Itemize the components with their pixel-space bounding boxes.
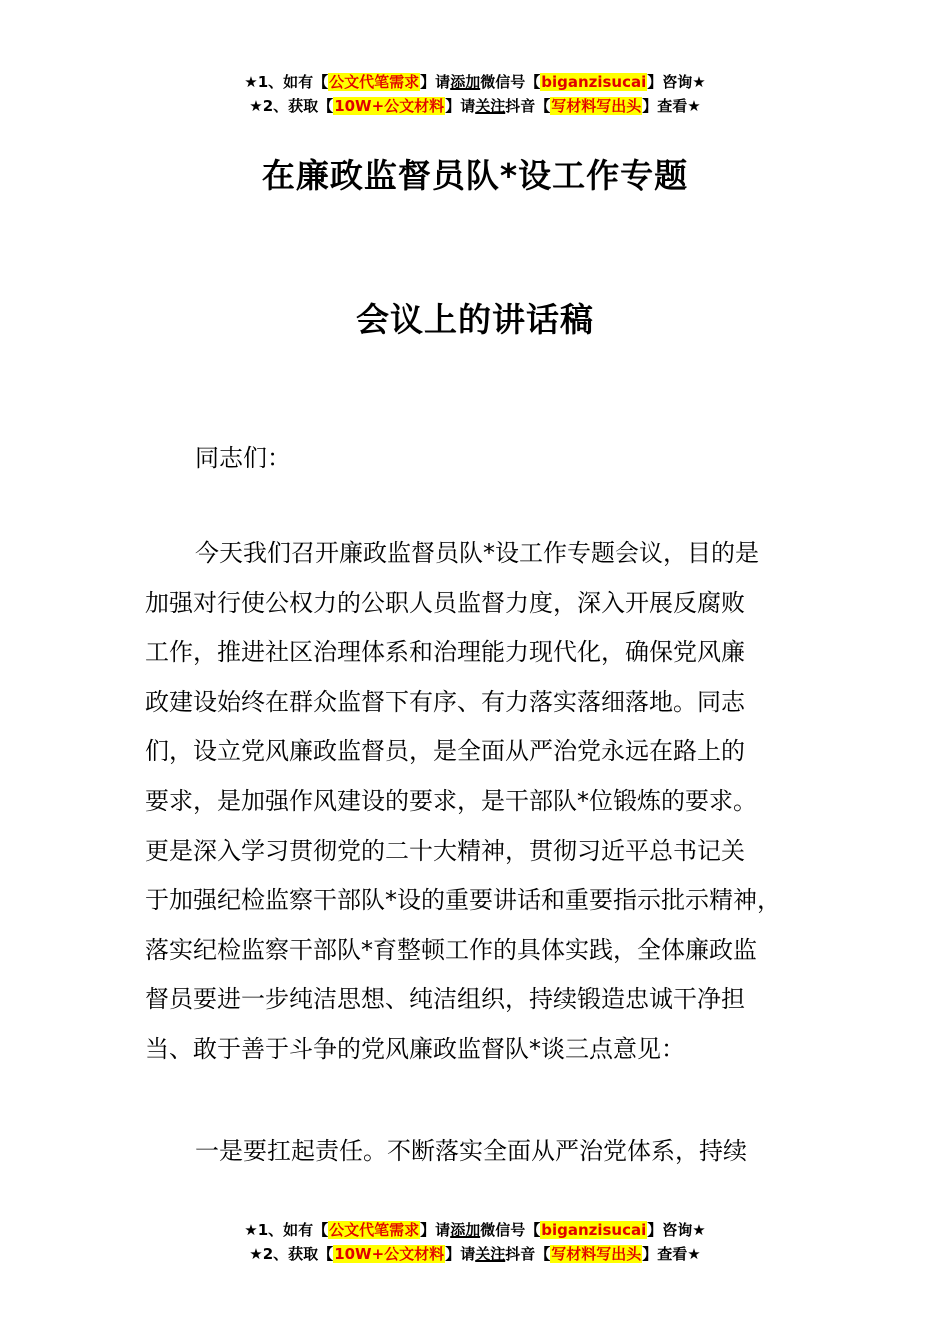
banner-text: ★2、获取【 [249, 97, 334, 115]
paragraph-1 [145, 529, 835, 1075]
paragraph-line: 政建设始终在群众监督下有序、有力落实落细落地。同志 [145, 687, 745, 716]
banner-highlight: biganzisucai [541, 1221, 647, 1239]
paragraph-line: 加强对行使公权力的公职人员监督力度，深入开展反腐败 [145, 588, 745, 617]
banner-text: 】请 [420, 1221, 451, 1239]
document-title-line-1: 在廉政监督员队*设工作专题 [261, 156, 689, 195]
banner-line-1 [0, 1218, 950, 1242]
banner-emphasis: 关注 [475, 1245, 506, 1263]
banner-highlight: 公文代笔需求 [329, 73, 420, 91]
banner-text: ★2、获取【 [249, 1245, 334, 1263]
banner-text: 微信号【 [480, 73, 541, 91]
header-banner [0, 70, 950, 118]
banner-text: 抖音【 [505, 1245, 551, 1263]
banner-text: ★1、如有【 [244, 73, 329, 91]
paragraph-line: 工作，推进社区治理体系和治理能力现代化，确保党风廉 [145, 638, 745, 667]
paragraph-line: 于加强纪检监察干部队*设的重要讲话和重要指示批示精神， [145, 886, 781, 915]
banner-text: 微信号【 [480, 1221, 541, 1239]
banner-emphasis: 添加 [450, 73, 481, 91]
footer-banner [0, 1218, 950, 1266]
banner-line-2 [0, 1242, 950, 1266]
paragraph-line: 督员要进一步纯洁思想、纯洁组织，持续锻造忠诚干净担 [145, 985, 745, 1014]
salutation: 同志们： [195, 444, 291, 472]
paragraph-line: 更是深入学习贯彻党的二十大精神，贯彻习近平总书记关 [145, 836, 745, 865]
banner-highlight: 10W+公文材料 [334, 1245, 445, 1263]
banner-text: ★1、如有【 [244, 1221, 329, 1239]
banner-text: 】咨询★ [647, 73, 706, 91]
banner-text: 抖音【 [505, 97, 551, 115]
banner-text: 】咨询★ [647, 1221, 706, 1239]
banner-emphasis: 添加 [450, 1221, 481, 1239]
banner-highlight: 写材料写出头 [551, 97, 642, 115]
paragraph-line: 今天我们召开廉政监督员队*设工作专题会议，目的是 [195, 539, 759, 567]
banner-emphasis: 关注 [475, 97, 506, 115]
paragraph-line: 落实纪检监察干部队*育整顿工作的具体实践，全体廉政监 [145, 935, 757, 964]
document-title-line-2: 会议上的讲话稿 [356, 300, 594, 339]
paragraph-line: 要求，是加强作风建设的要求，是干部队*位锻炼的要求。 [145, 786, 757, 815]
banner-text: 】请 [445, 1245, 476, 1263]
banner-text: 】查看★ [642, 97, 701, 115]
banner-highlight: 写材料写出头 [551, 1245, 642, 1263]
paragraph-line: 当、敢于善于斗争的党风廉政监督队*谈三点意见： [145, 1034, 685, 1063]
paragraph-line: 们，设立党风廉政监督员，是全面从严治党永远在路上的 [145, 737, 745, 766]
banner-line-2 [0, 94, 950, 118]
banner-highlight: 10W+公文材料 [334, 97, 445, 115]
banner-line-1 [0, 70, 950, 94]
banner-text: 】请 [445, 97, 476, 115]
paragraph-line: 一是要扛起责任。不断落实全面从严治党体系，持续 [195, 1137, 747, 1165]
banner-highlight: 公文代笔需求 [329, 1221, 420, 1239]
paragraph-2 [145, 1127, 835, 1177]
banner-text: 】请 [420, 73, 451, 91]
banner-text: 】查看★ [642, 1245, 701, 1263]
banner-highlight: biganzisucai [541, 73, 647, 91]
